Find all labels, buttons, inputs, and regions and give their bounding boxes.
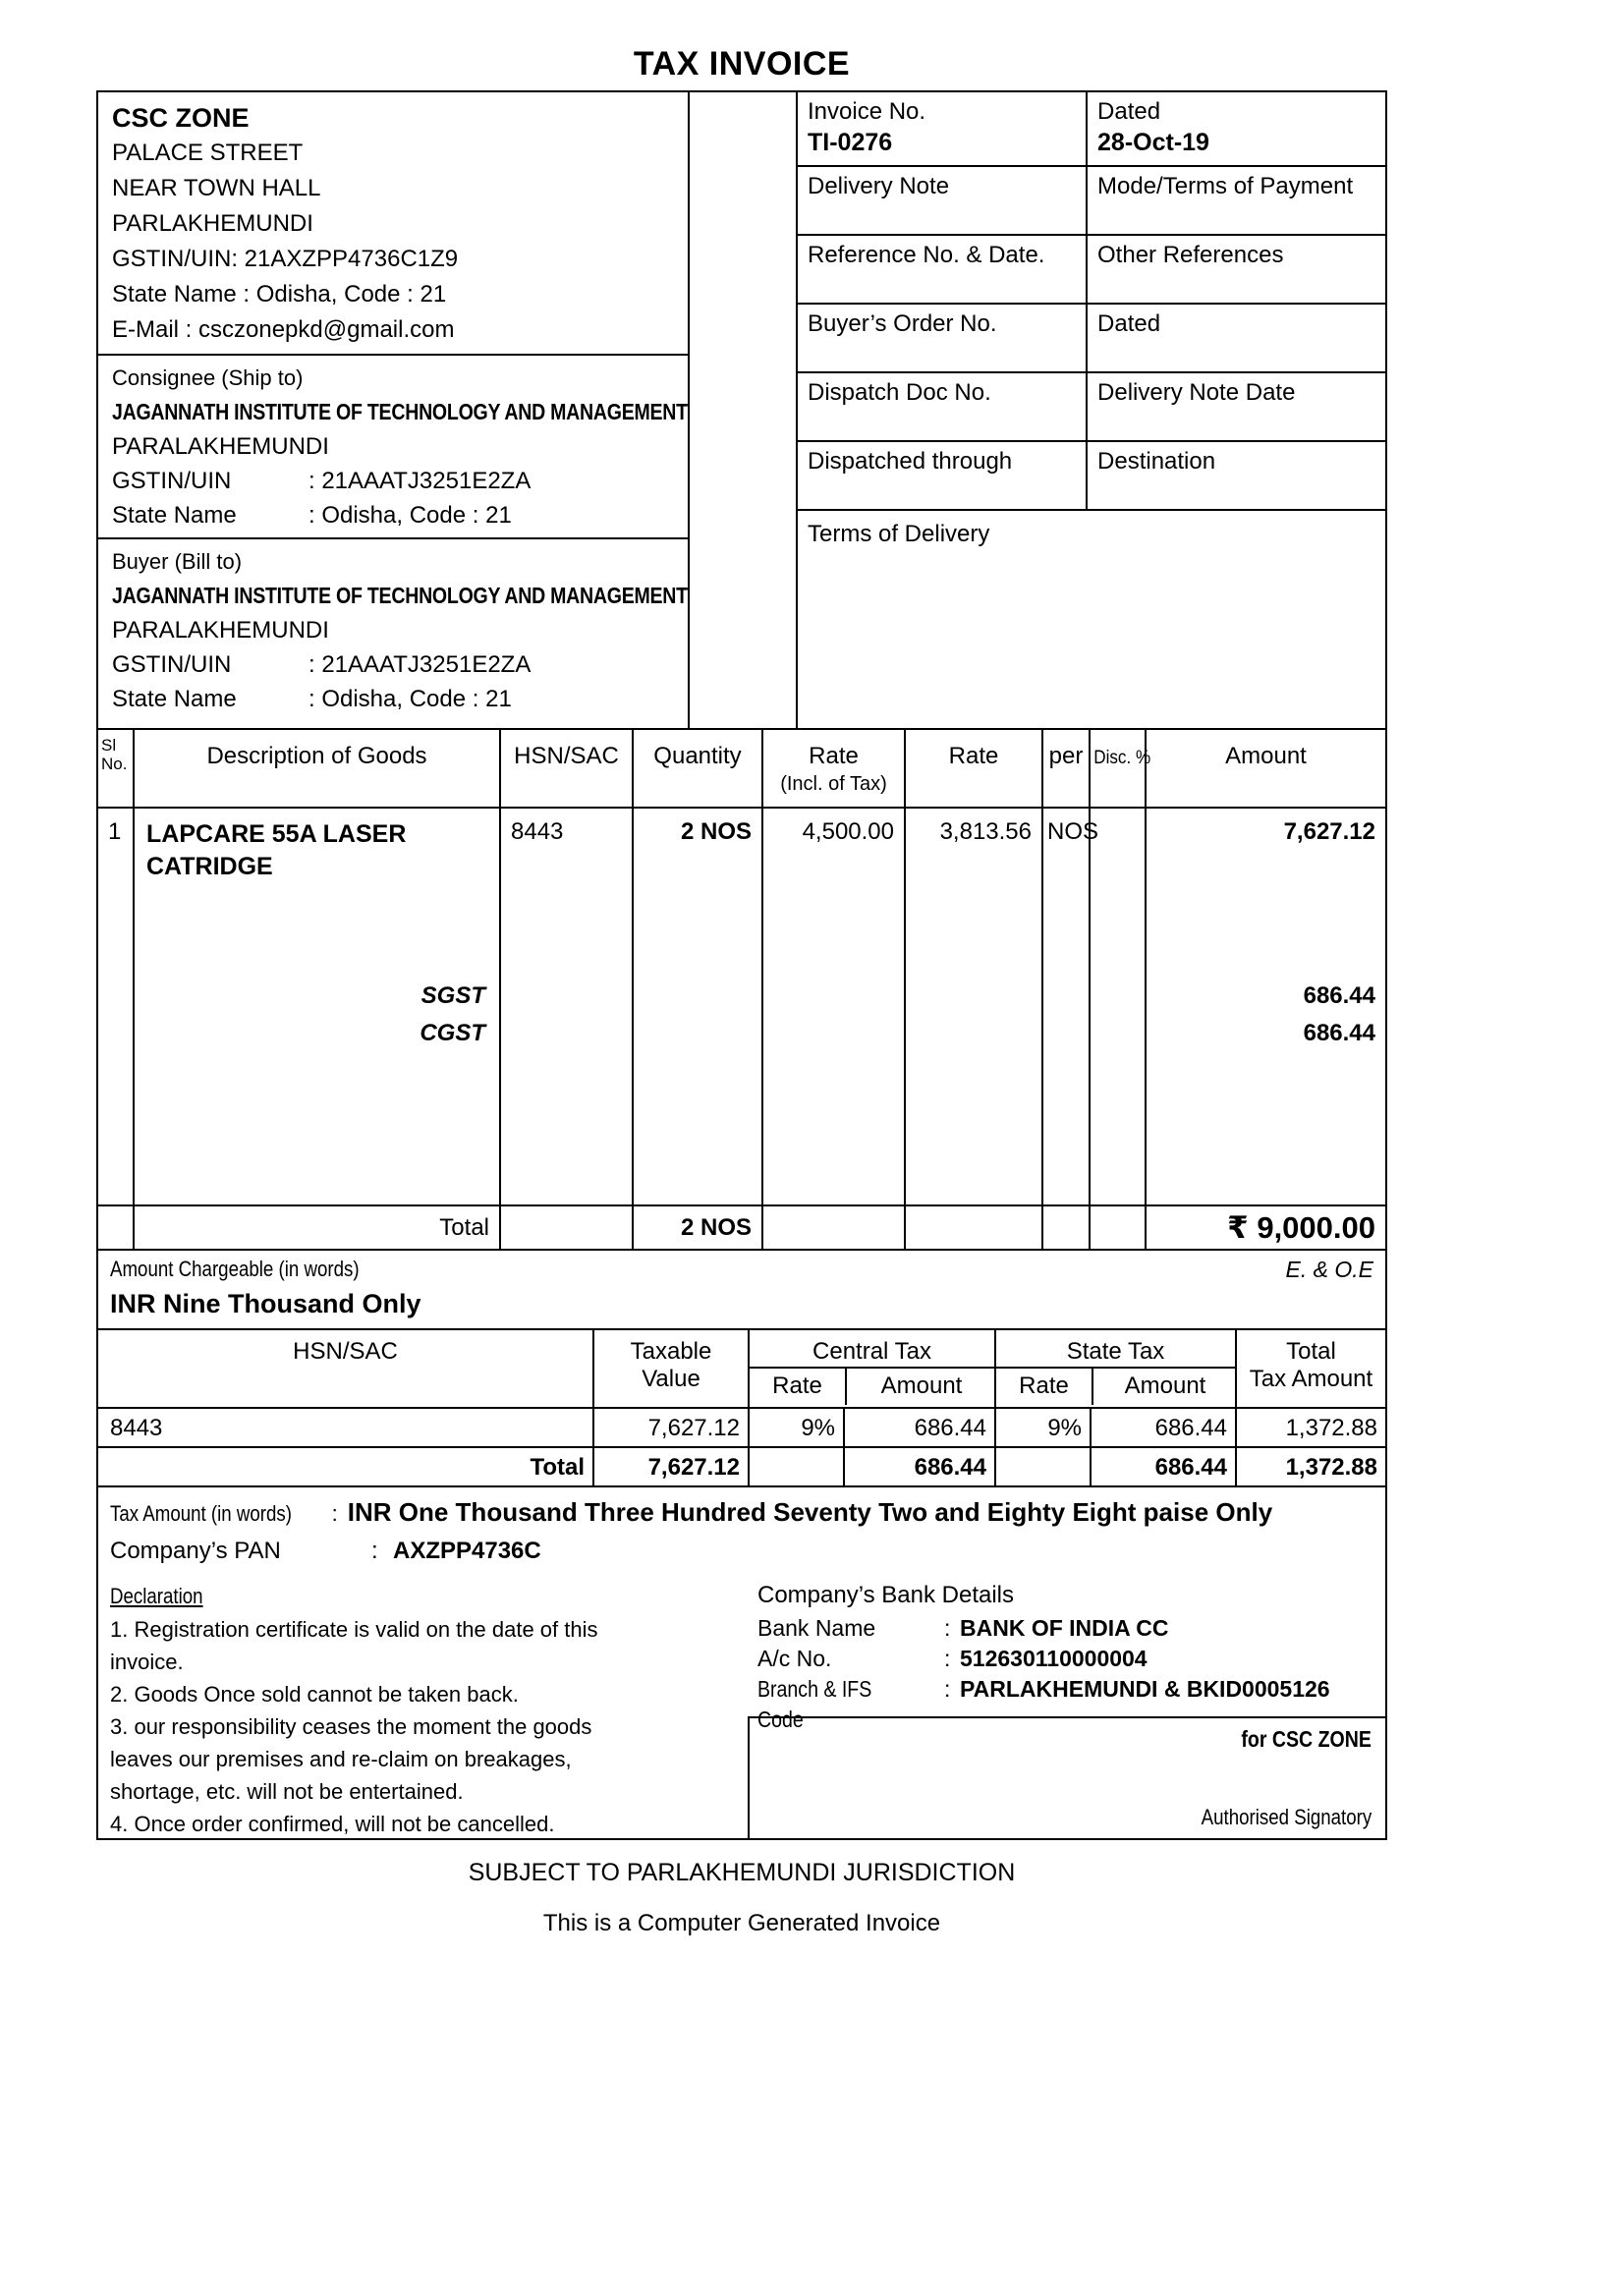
consignee-gstin-row [112,464,674,498]
item-description: LAPCARE 55A LASER CATRIDGE [146,820,407,880]
item-rate: 3,813.56 [904,809,1041,1204]
gstin-label: GSTIN/UIN [112,468,232,494]
buyer-block [98,539,688,728]
item-row [98,809,1385,1204]
field-label: Other References [1097,242,1284,268]
bank-details-section [748,1578,1385,1739]
meta-cell [798,373,1088,442]
grand-total-amount: ₹ 9,000.00 [1227,1210,1375,1245]
account-number-value: 512630110000004 [960,1646,1148,1671]
meta-cell [1088,167,1385,236]
state-amount-total: 686.44 [1090,1448,1235,1485]
field-label: Invoice No. [808,98,926,125]
seller-address-line: PARLAKHEMUNDI [112,210,313,237]
colon: : [944,1615,951,1641]
state-rate: 9% [994,1409,1090,1446]
tax-line-labels [420,978,485,1052]
meta-cell [798,442,1088,511]
page-title: TAX INVOICE [633,45,851,83]
cgst-amount: 686.44 [1303,1020,1375,1046]
declaration-section [98,1576,668,1840]
field-label: Dated [1097,310,1161,337]
header-quantity: Quantity [632,730,761,807]
item-sl: 1 [108,818,122,845]
hsn-total-label: Total [530,1454,585,1481]
item-description-cell [133,809,499,1204]
state-value: : Odisha, Code : 21 [308,502,512,529]
rupee-symbol: ₹ [1227,1210,1249,1245]
hsn-code: 8443 [110,1415,163,1441]
meta-cell [798,236,1088,305]
colon: : [371,1538,378,1564]
total-quantity: 2 NOS [632,1206,761,1249]
field-label: Reference No. & Date. [808,242,1045,268]
invoice-meta-panel [796,92,1385,728]
item-hsn: 8443 [499,809,632,1204]
buyer-name: JAGANNATH INSTITUTE OF TECHNOLOGY AND MANAGEMENT [112,583,688,608]
consignee-name: JAGANNATH INSTITUTE OF TECHNOLOGY AND MANAGEMENT [112,399,688,424]
meta-row [798,305,1385,373]
field-label: Buyer’s Order No. [808,310,997,337]
computer-generated-note: This is a Computer Generated Invoice [542,1910,941,1936]
declaration-label: Declaration [110,1584,203,1608]
buyer-state-row [112,682,674,716]
meta-row [798,236,1385,305]
field-label: Dispatch Doc No. [808,379,991,406]
hsn-data-row [98,1407,1385,1446]
header-hsn: HSN/SAC [499,730,632,807]
buyer-city: PARALAKHEMUNDI [112,617,329,644]
eoe-note: E. & O.E [1285,1257,1373,1282]
item-disc [1089,809,1145,1204]
state-label: State Name [112,686,237,712]
meta-row [798,167,1385,236]
header-rate-incl: Rate (Incl. of Tax) [761,730,904,807]
terms-label: Terms of Delivery [808,521,990,547]
items-header-row [98,730,1385,809]
for-company: for CSC ZONE [1241,1726,1372,1752]
central-rate: 9% [748,1409,843,1446]
invoice-date: 28-Oct-19 [1097,129,1209,156]
total-tax-grand: 1,372.88 [1235,1448,1385,1485]
buyer-section-label: Buyer (Bill to) [112,549,243,574]
header-rate: Rate [904,730,1041,807]
item-amount-cell [1145,809,1385,1204]
branch-ifs-value: PARLAKHEMUNDI & BKID0005126 [960,1676,1330,1702]
cgst-label: CGST [420,1020,485,1046]
meta-cell [1088,305,1385,373]
declaration-line: 3. our responsibility ceases the moment the goods leaves our premises and re-claim on breakages, shortage, etc. will not be entertained. [110,1714,592,1804]
address-column [98,92,690,728]
branch-ifs-label: Branch & IFS Code [757,1676,872,1732]
hsn-summary-table [98,1330,1385,1487]
state-amount-header: Amount [1092,1369,1237,1405]
meta-cell [798,92,1088,167]
field-label: Delivery Note [808,173,950,199]
pan-label: Company’s PAN [110,1538,281,1564]
meta-cell [798,167,1088,236]
seller-address-line: NEAR TOWN HALL [112,175,321,201]
hsn-total-row [98,1446,1385,1485]
colon: : [944,1646,951,1671]
gstin-value: : 21AAATJ3251E2ZA [308,468,532,494]
state-label: State Name [112,502,237,529]
field-label: Mode/Terms of Payment [1097,173,1354,199]
hsn-header [98,1330,1385,1407]
hsn-header-state-tax: State Tax Rate Amount [994,1330,1235,1407]
meta-cell [1088,236,1385,305]
meta-cell [1088,92,1385,167]
item-per: NOS [1041,809,1089,1204]
bank-name-value: BANK OF INDIA CC [960,1615,1169,1641]
meta-cell [1088,442,1385,511]
header-rate-incl-sub: (Incl. of Tax) [780,773,887,795]
meta-row [798,92,1385,167]
taxable-value: 7,627.12 [592,1409,748,1446]
header-description: Description of Goods [133,730,499,807]
hsn-header-taxable: Taxable Value [592,1330,748,1407]
meta-cell [798,305,1088,373]
tax-line-amounts [1304,978,1375,1052]
item-amount: 7,627.12 [1283,818,1375,845]
total-tax-amount: 1,372.88 [1235,1409,1385,1446]
hsn-header-hsn: HSN/SAC [293,1338,398,1365]
signature-box [748,1716,1385,1838]
meta-row [798,373,1385,442]
state-rate-header: Rate [1019,1372,1069,1399]
field-label: Dated [1097,98,1161,125]
seller-state: State Name : Odisha, Code : 21 [112,281,447,308]
buyer-gstin-row [112,647,674,682]
sgst-label: SGST [420,982,485,1009]
field-label: Delivery Note Date [1097,379,1296,406]
consignee-section-label: Consignee (Ship to) [112,365,304,390]
amount-words-label: Amount Chargeable (in words) [110,1257,360,1281]
meta-cell [1088,373,1385,442]
header-disc: Disc. % [1089,730,1145,807]
gstin-label: GSTIN/UIN [112,651,232,678]
header-sl-no: Sl No. [101,736,128,773]
field-label: Dispatched through [808,448,1013,475]
account-number-label: A/c No. [757,1646,832,1671]
central-amount: 686.44 [843,1409,994,1446]
amount-in-words: INR Nine Thousand Only [110,1289,421,1318]
grand-total-cell [1145,1206,1385,1249]
declaration-line: 1. Registration certificate is valid on the date of this invoice. [110,1617,598,1674]
gstin-value: : 21AAATJ3251E2ZA [308,651,532,678]
header-per: per [1041,730,1089,807]
authorised-signatory: Authorised Signatory [1201,1805,1372,1829]
items-total-row [98,1204,1385,1249]
colon: : [331,1501,338,1526]
tax-words-section [98,1487,1385,1576]
declaration-line: 4. Once order confirmed, will not be cancelled. [110,1812,555,1836]
jurisdiction-note: SUBJECT TO PARLAKHEMUNDI JURISDICTION [468,1859,1016,1886]
seller-email: E-Mail : csczonepkd@gmail.com [112,316,455,343]
bank-details-title: Company’s Bank Details [757,1582,1015,1608]
pan-value: AXZPP4736C [393,1538,541,1564]
item-quantity: 2 NOS [632,809,761,1204]
central-amount-header: Amount [845,1369,996,1405]
seller-name: CSC ZONE [112,103,250,133]
consignee-city: PARALAKHEMUNDI [112,433,329,460]
terms-of-delivery [798,511,1385,728]
hsn-header-total: Total Tax Amount [1235,1330,1385,1407]
consignee-block [98,356,688,539]
colon: : [944,1676,951,1702]
seller-address-line: PALACE STREET [112,140,304,166]
field-label: Destination [1097,448,1216,475]
tax-in-words: INR One Thousand Three Hundred Seventy Two and Eighty Eight paise Only [347,1497,1273,1527]
taxable-total: 7,627.12 [592,1448,748,1485]
hsn-header-central-tax: Central Tax Rate Amount [748,1330,994,1407]
amount-in-words-section [98,1251,1385,1330]
seller-block [98,92,688,356]
bank-row [757,1613,1375,1644]
header-amount: Amount [1145,730,1385,807]
bank-row [757,1644,1375,1674]
central-amount-total: 686.44 [843,1448,994,1485]
bank-name-label: Bank Name [757,1615,876,1641]
invoice-box [96,90,1387,1840]
state-value: : Odisha, Code : 21 [308,686,512,712]
total-label-cell: Total [133,1206,499,1249]
sgst-amount: 686.44 [1303,982,1375,1009]
invoice-number: TI-0276 [808,129,893,156]
item-rate-incl: 4,500.00 [761,809,904,1204]
central-rate-header: Rate [772,1372,822,1399]
consignee-state-row [112,498,674,532]
state-amount: 686.44 [1090,1409,1235,1446]
items-table [98,728,1385,1251]
tax-words-label: Tax Amount (in words) [110,1501,292,1526]
meta-row [798,442,1385,511]
declaration-line: 2. Goods Once sold cannot be taken back. [110,1682,519,1707]
seller-gstin: GSTIN/UIN: 21AXZPP4736C1Z9 [112,246,459,272]
